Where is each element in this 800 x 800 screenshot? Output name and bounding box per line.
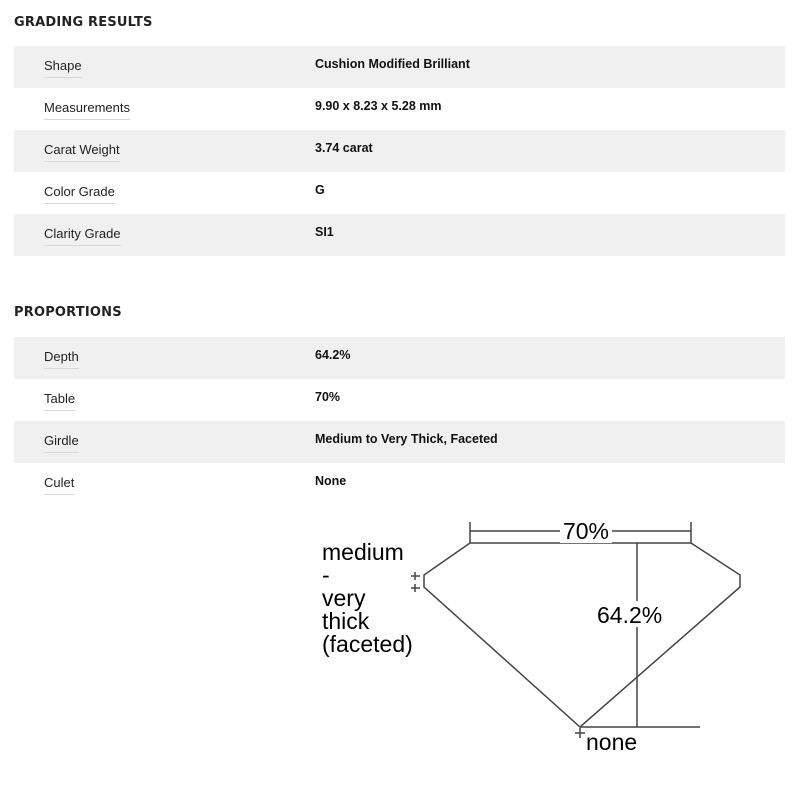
row-value: 9.90 x 8.23 x 5.28 mm [315,99,442,113]
row-label: Shape [44,58,82,78]
row-label: Clarity Grade [44,226,121,246]
girdle-tick-marks [411,572,420,592]
girdle-label-line: medium [322,539,404,565]
row-value: 70% [315,390,341,404]
depth-percent-label: 64.2% [597,602,663,628]
row-label: Carat Weight [44,142,120,162]
girdle-label-line: - [322,562,330,588]
row-label: Color Grade [44,184,115,204]
row-value: Cushion Modified Brilliant [315,57,470,71]
grading-results-heading: GRADING RESULTS [14,15,153,30]
row-label: Table [44,391,75,411]
row-label: Girdle [44,433,79,453]
row-value: G [315,183,325,197]
culet-label: none [586,729,638,755]
proportions-heading: PROPORTIONS [14,305,122,320]
girdle-label-line: very [322,585,366,611]
girdle-label-line: thick [322,608,370,634]
row-value: Medium to Very Thick, Faceted [315,432,498,446]
row-value: 3.74 carat [315,141,373,155]
girdle-label-line: (faceted) [322,631,413,657]
row-value: None [315,474,347,488]
row-value: SI1 [315,225,334,239]
table-percent-label: 70% [562,518,610,544]
row-label: Measurements [44,100,130,120]
row-label: Culet [44,475,74,495]
diamond-outline [424,543,740,727]
row-label: Depth [44,349,79,369]
culet-tick-mark [575,728,585,738]
row-value: 64.2% [315,348,351,362]
